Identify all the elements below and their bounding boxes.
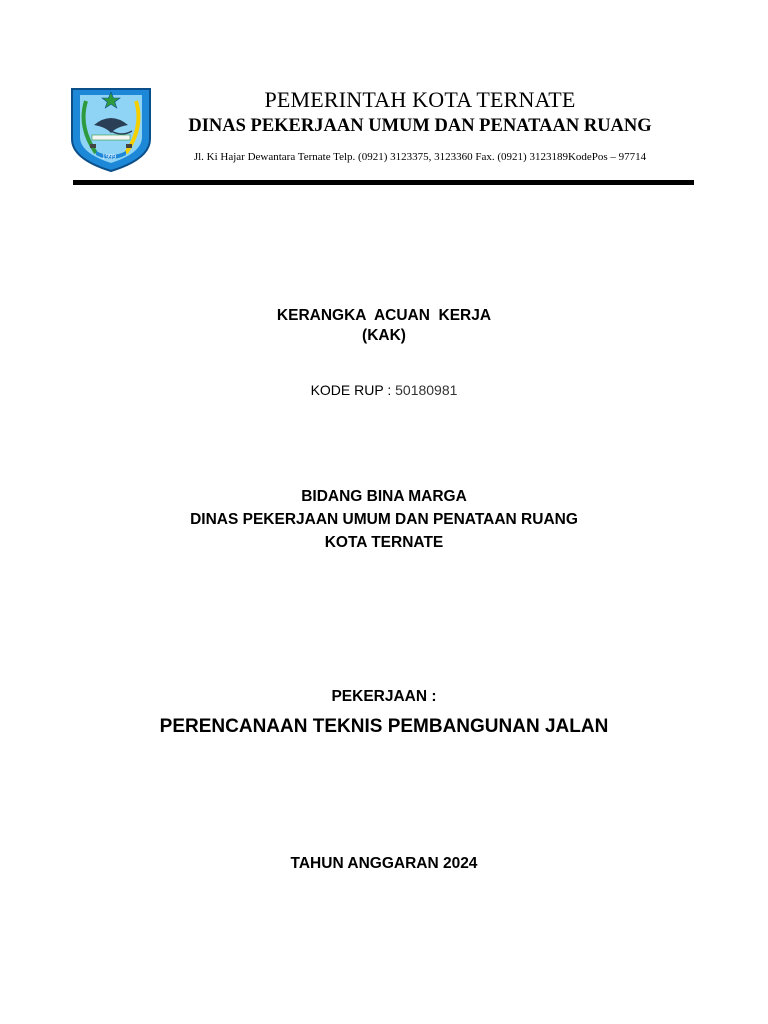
document-title xyxy=(0,306,768,346)
division-name: BIDANG BINA MARGA xyxy=(301,488,467,505)
document-title-line1: KERANGKA ACUAN KERJA xyxy=(276,307,492,324)
letterhead-government-name: PEMERINTAH KOTA TERNATE xyxy=(264,87,576,112)
work-label: PEKERJAAN : xyxy=(331,688,437,705)
kode-rup-value: 50180981 xyxy=(395,382,458,398)
letterhead-address: Jl. Ki Hajar Dewantara Ternate Telp. (0921) 3123375, 3123360 Fax. (0921) 3123189KodePos – 97714 xyxy=(193,151,647,163)
work-name: PERENCANAAN TEKNIS PEMBANGUNAN JALAN xyxy=(159,716,609,737)
kode-rup-label: KODE RUP : xyxy=(310,382,396,398)
document-title-line2: (KAK) xyxy=(362,327,406,344)
kode-rup xyxy=(0,382,768,398)
emblem-year-label: 1999 xyxy=(102,153,116,161)
budget-year: TAHUN ANGGARAN 2024 xyxy=(290,855,478,872)
division-city: KOTA TERNATE xyxy=(324,534,444,551)
division-department: DINAS PEKERJAAN UMUM DAN PENATAAN RUANG xyxy=(190,511,578,528)
letterhead-department-name: DINAS PEKERJAAN UMUM DAN PENATAAN RUANG xyxy=(188,116,652,136)
letterhead-divider xyxy=(73,180,694,185)
division-block xyxy=(0,485,768,554)
